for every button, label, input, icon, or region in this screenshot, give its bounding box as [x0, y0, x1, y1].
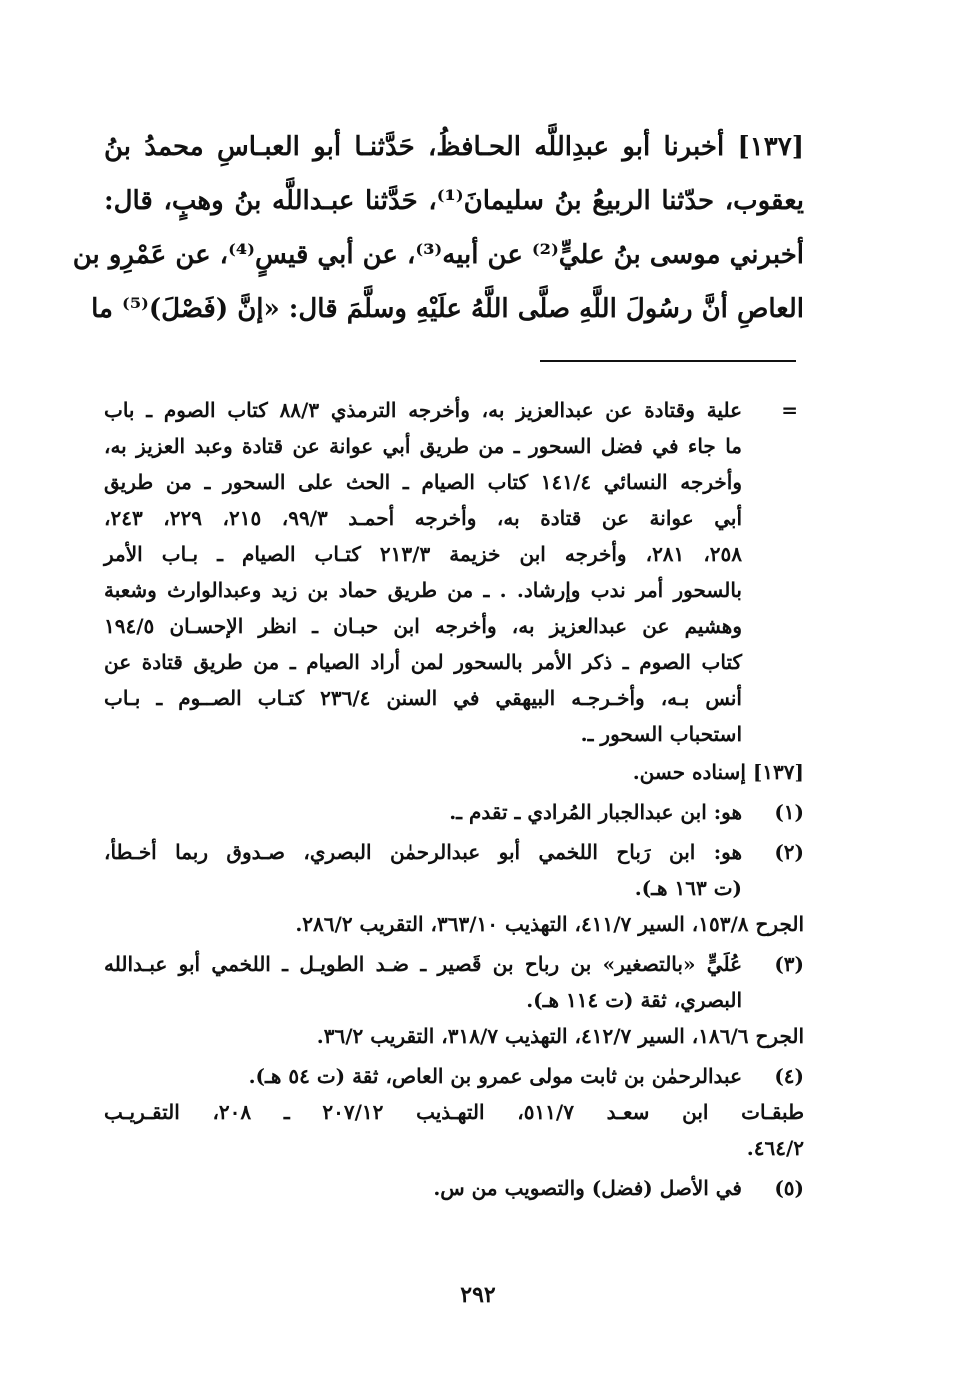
footnote-4 — [104, 1058, 804, 1166]
continuation-marker: = — [781, 398, 798, 422]
footnote-line: ما جاء في فضل السحور ـ من طريق أبي عوانة عن قتادة وعبد العزيز به، — [104, 434, 742, 458]
footnote-sources: ٤٦٤/٢. — [746, 1136, 804, 1160]
footnote-sources: طبقـات ابن سعـد ٥١١/٧، التهـذيب ٢٠٧/١٢ ـ ٢٠٨، التقـريـب — [104, 1100, 804, 1124]
main-text-line: أخبرني موسى بنُ عليٍّ⁽²⁾ عن أبيه⁽³⁾، عن أبي قيسٍ⁽⁴⁾، عن عَمْرِو بن — [72, 240, 804, 270]
footnote-2 — [104, 834, 804, 942]
footnote-continuation — [104, 392, 804, 752]
footnote-line: وهشيم عن عبدالعزيز به، وأخرجه ابن حبـان ـ انظر الإحسـان ١٩٤/٥ — [104, 614, 742, 638]
main-text-line: [١٣٧] أخبرنا أبو عبدِاللَّه الحـافظُ، حَدَّثنـا أبو العبـاسِ محمدُ بنُ — [104, 132, 804, 162]
footnote-line: ٢٥٨، ٢٨١، وأخرجه ابن خزيمة ٢١٣/٣ كتـاب الصيام ـ بـاب الأمر — [104, 542, 743, 566]
main-text-line: يعقوب، حدّثنا الربيعُ بنُ سليمانَ⁽¹⁾، حَدَّثنا عبـداللَّه بنُ وهبٍ، قال: — [104, 186, 804, 216]
footnote-number: (٢) — [774, 840, 804, 864]
footnote-line: وأخرجه النسائي ١٤١/٤ كتاب الصيام ـ الحث على السحور ـ من طريق — [104, 470, 742, 494]
page-number: ٢٩٢ — [460, 1282, 496, 1308]
footnote-number: (٥) — [774, 1176, 804, 1200]
footnote-1 — [104, 794, 804, 830]
footnote-line: في الأصل (فضل) والتصويب من س. — [433, 1176, 742, 1200]
footnote-line: هو: ابن رَباح اللخمي أبو عبدالرحمٰن البصري، صـدوق ربما أخـطأ، — [104, 840, 742, 864]
footnotes — [104, 392, 804, 1206]
footnote-line: كتاب الصوم ـ ذكر الأمر بالسحور لمن أراد الصيام ـ من طريق قتادة عن — [104, 650, 742, 674]
footnote-line: عبدالرحمٰن بن ثابت مولى عمرو بن العاص، ثقة (ت ٥٤ هـ). — [248, 1064, 742, 1088]
hadith-grading: [١٣٧] إسناده حسن. — [632, 760, 804, 784]
main-text — [72, 120, 804, 336]
footnote-number: (٤) — [774, 1064, 804, 1088]
footnote-line: أبي عوانة عن قتادة به، وأخرجه أحمـد ٩٩/٣، ٢١٥، ٢٢٩، ٢٤٣، — [104, 506, 743, 530]
footnote-5 — [104, 1170, 804, 1206]
footnote-line: علية وقتادة عن عبدالعزيز به، وأخرجه الترمذي ٨٨/٣ كتاب الصوم ـ باب — [104, 398, 743, 422]
footnote-line: (ت ١٦٣ هـ). — [634, 876, 742, 900]
main-text-line: العاصِ أنَّ رسُولَ اللَّهِ صلَّى اللَّهُ علَيْهِ وسلَّمَ قال: «إنَّ (فَصْلَ)⁽⁵⁾ ما — [91, 294, 804, 324]
footnote-3 — [104, 946, 804, 1054]
footnote-number: (١) — [774, 800, 804, 824]
footnote-separator — [540, 360, 796, 362]
footnote-line: هو: ابن عبدالجبار المُرادي ـ تقدم ـ. — [449, 800, 742, 824]
footnote-number: (٣) — [774, 952, 804, 976]
footnote-line: عُلَيٍّ «بالتصغير» بن رباح بن قَصير ـ ضـد الطويـل ـ اللخمي أبو عبـدالله — [104, 952, 742, 976]
footnote-line: البصري، ثقة (ت ١١٤ هـ). — [526, 988, 742, 1012]
footnote-line: بالسحور أمر ندب وإرشاد. . ـ من طريق حماد بن زيد وعبدالوارث وشعبة — [104, 578, 742, 602]
footnote-sources: الجرح ١٥٣/٨، السير ٤١١/٧، التهذيب ٣٦٣/١٠، التقريب ٢٨٦/٢. — [295, 912, 804, 936]
footnote-line: أنس بـه، وأخـرجـه البيهقي في السنن ٢٣٦/٤ كتـاب الصــوم ـ بـاب — [104, 686, 742, 710]
footnote-sources: الجرح ١٨٦/٦، السير ٤١٢/٧، التهذيب ٣١٨/٧، التقريب ٣٦/٢. — [316, 1024, 804, 1048]
footnote-line: استحباب السحور ـ. — [580, 722, 742, 746]
